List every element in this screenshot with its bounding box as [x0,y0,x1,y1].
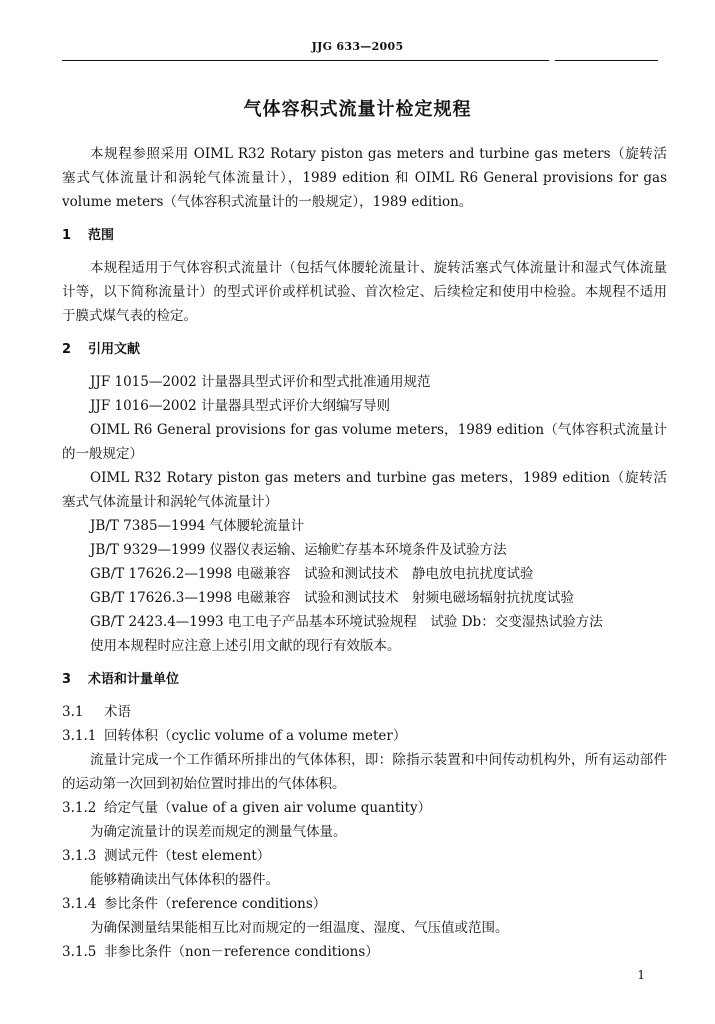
term-title: 参比条件（reference conditions） [104,896,327,912]
document-title: 气体容积式流量计检定规程 [243,99,472,120]
term-3-1-5 [62,940,667,964]
term-title: 回转体积（cyclic volume of a volume meter） [104,728,407,744]
reference-item: GB/T 17626.3—1998 电磁兼容 试验和测试技术 射频电磁场辐射抗扰度试验 [90,590,575,606]
section-title: 引用文献 [88,342,141,357]
subsection-title: 术语 [104,704,131,720]
reference-item: GB/T 2423.4—1993 电工电子产品基本环境试验规程 试验 Db：交变湿热试验方法 [90,614,603,630]
standard-code: JJG 633—2005 [311,40,404,53]
term-definition: 流量计完成一个工作循环所排出的气体体积，即：除指示装置和中间传动机构外，所有运动部件的运动第一次回到初始位置时排出的气体体积。 [62,752,667,792]
reference-item: OIML R32 Rotary piston gas meters and turbine gas meters，1989 edition（旋转活塞式气体流量计和涡轮气体流量计） [62,470,667,510]
reference-note: 使用本规程时应注意上述引用文献的现行有效版本。 [90,638,401,654]
term-title: 非参比条件（non－reference conditions） [104,944,379,960]
term-definition: 能够精确读出气体体积的器件。 [90,872,279,888]
term-3-1-4 [62,892,667,916]
term-number: 3.1.1 [62,728,97,744]
term-3-1-1 [62,724,667,748]
page-number: 1 [637,968,645,982]
term-number: 3.1.3 [62,848,97,864]
section-1-text: 本规程适用于气体容积式流量计（包括气体腰轮流量计、旋转活塞式气体流量计和湿式气体流量计等，以下简称流量计）的型式评价或样机试验、首次检定、后续检定和使用中检验。本规程不适用于膜式煤气表的检定。 [62,260,667,324]
term-definition: 为确保测量结果能相互比对而规定的一组温度、湿度、气压值或范围。 [90,920,509,936]
reference-item: JJF 1016—2002 计量器具型式评价大纲编写导则 [90,398,390,414]
section-number: 3 [62,672,72,687]
subsection-3-1 [62,700,667,724]
term-title: 测试元件（test element） [104,848,271,864]
reference-item: JJF 1015—2002 计量器具型式评价和型式批准通用规范 [90,374,431,390]
reference-item: OIML R6 General provisions for gas volume meters，1989 edition（气体容积式流量计的一般规定） [62,422,667,462]
section-title: 术语和计量单位 [88,672,180,687]
term-3-1-2 [62,796,667,820]
section-number: 1 [62,228,72,243]
header-rule-left [62,60,549,61]
intro-paragraph: 本规程参照采用 OIML R32 Rotary piston gas meters and turbine gas meters（旋转活塞式气体流量计和涡轮气体流量计），1989 edition 和 OIML R6 General provisions for gas volume meters（气体容积式流量计的一般规定），1989 edition。 [62,146,667,210]
term-number: 3.1.4 [62,896,97,912]
section-3-heading [62,668,667,692]
term-3-1-3 [62,844,667,868]
term-definition: 为确定流量计的误差而规定的测量气体量。 [90,824,347,840]
section-1-heading [62,224,667,248]
term-number: 3.1.2 [62,800,97,816]
term-title: 给定气量（value of a given air volume quantity） [104,800,432,816]
reference-item: GB/T 17626.2—1998 电磁兼容 试验和测试技术 静电放电抗扰度试验 [90,566,534,582]
reference-item: JB/T 9329—1999 仪器仪表运输、运输贮存基本环境条件及试验方法 [90,542,507,558]
subsection-number: 3.1 [62,704,84,720]
reference-item: JB/T 7385—1994 气体腰轮流量计 [90,518,305,534]
header-rule-right [555,60,658,61]
section-2-heading [62,338,667,362]
term-number: 3.1.5 [62,944,97,960]
section-number: 2 [62,342,72,357]
section-title: 范围 [88,228,115,243]
document-body [62,142,667,964]
